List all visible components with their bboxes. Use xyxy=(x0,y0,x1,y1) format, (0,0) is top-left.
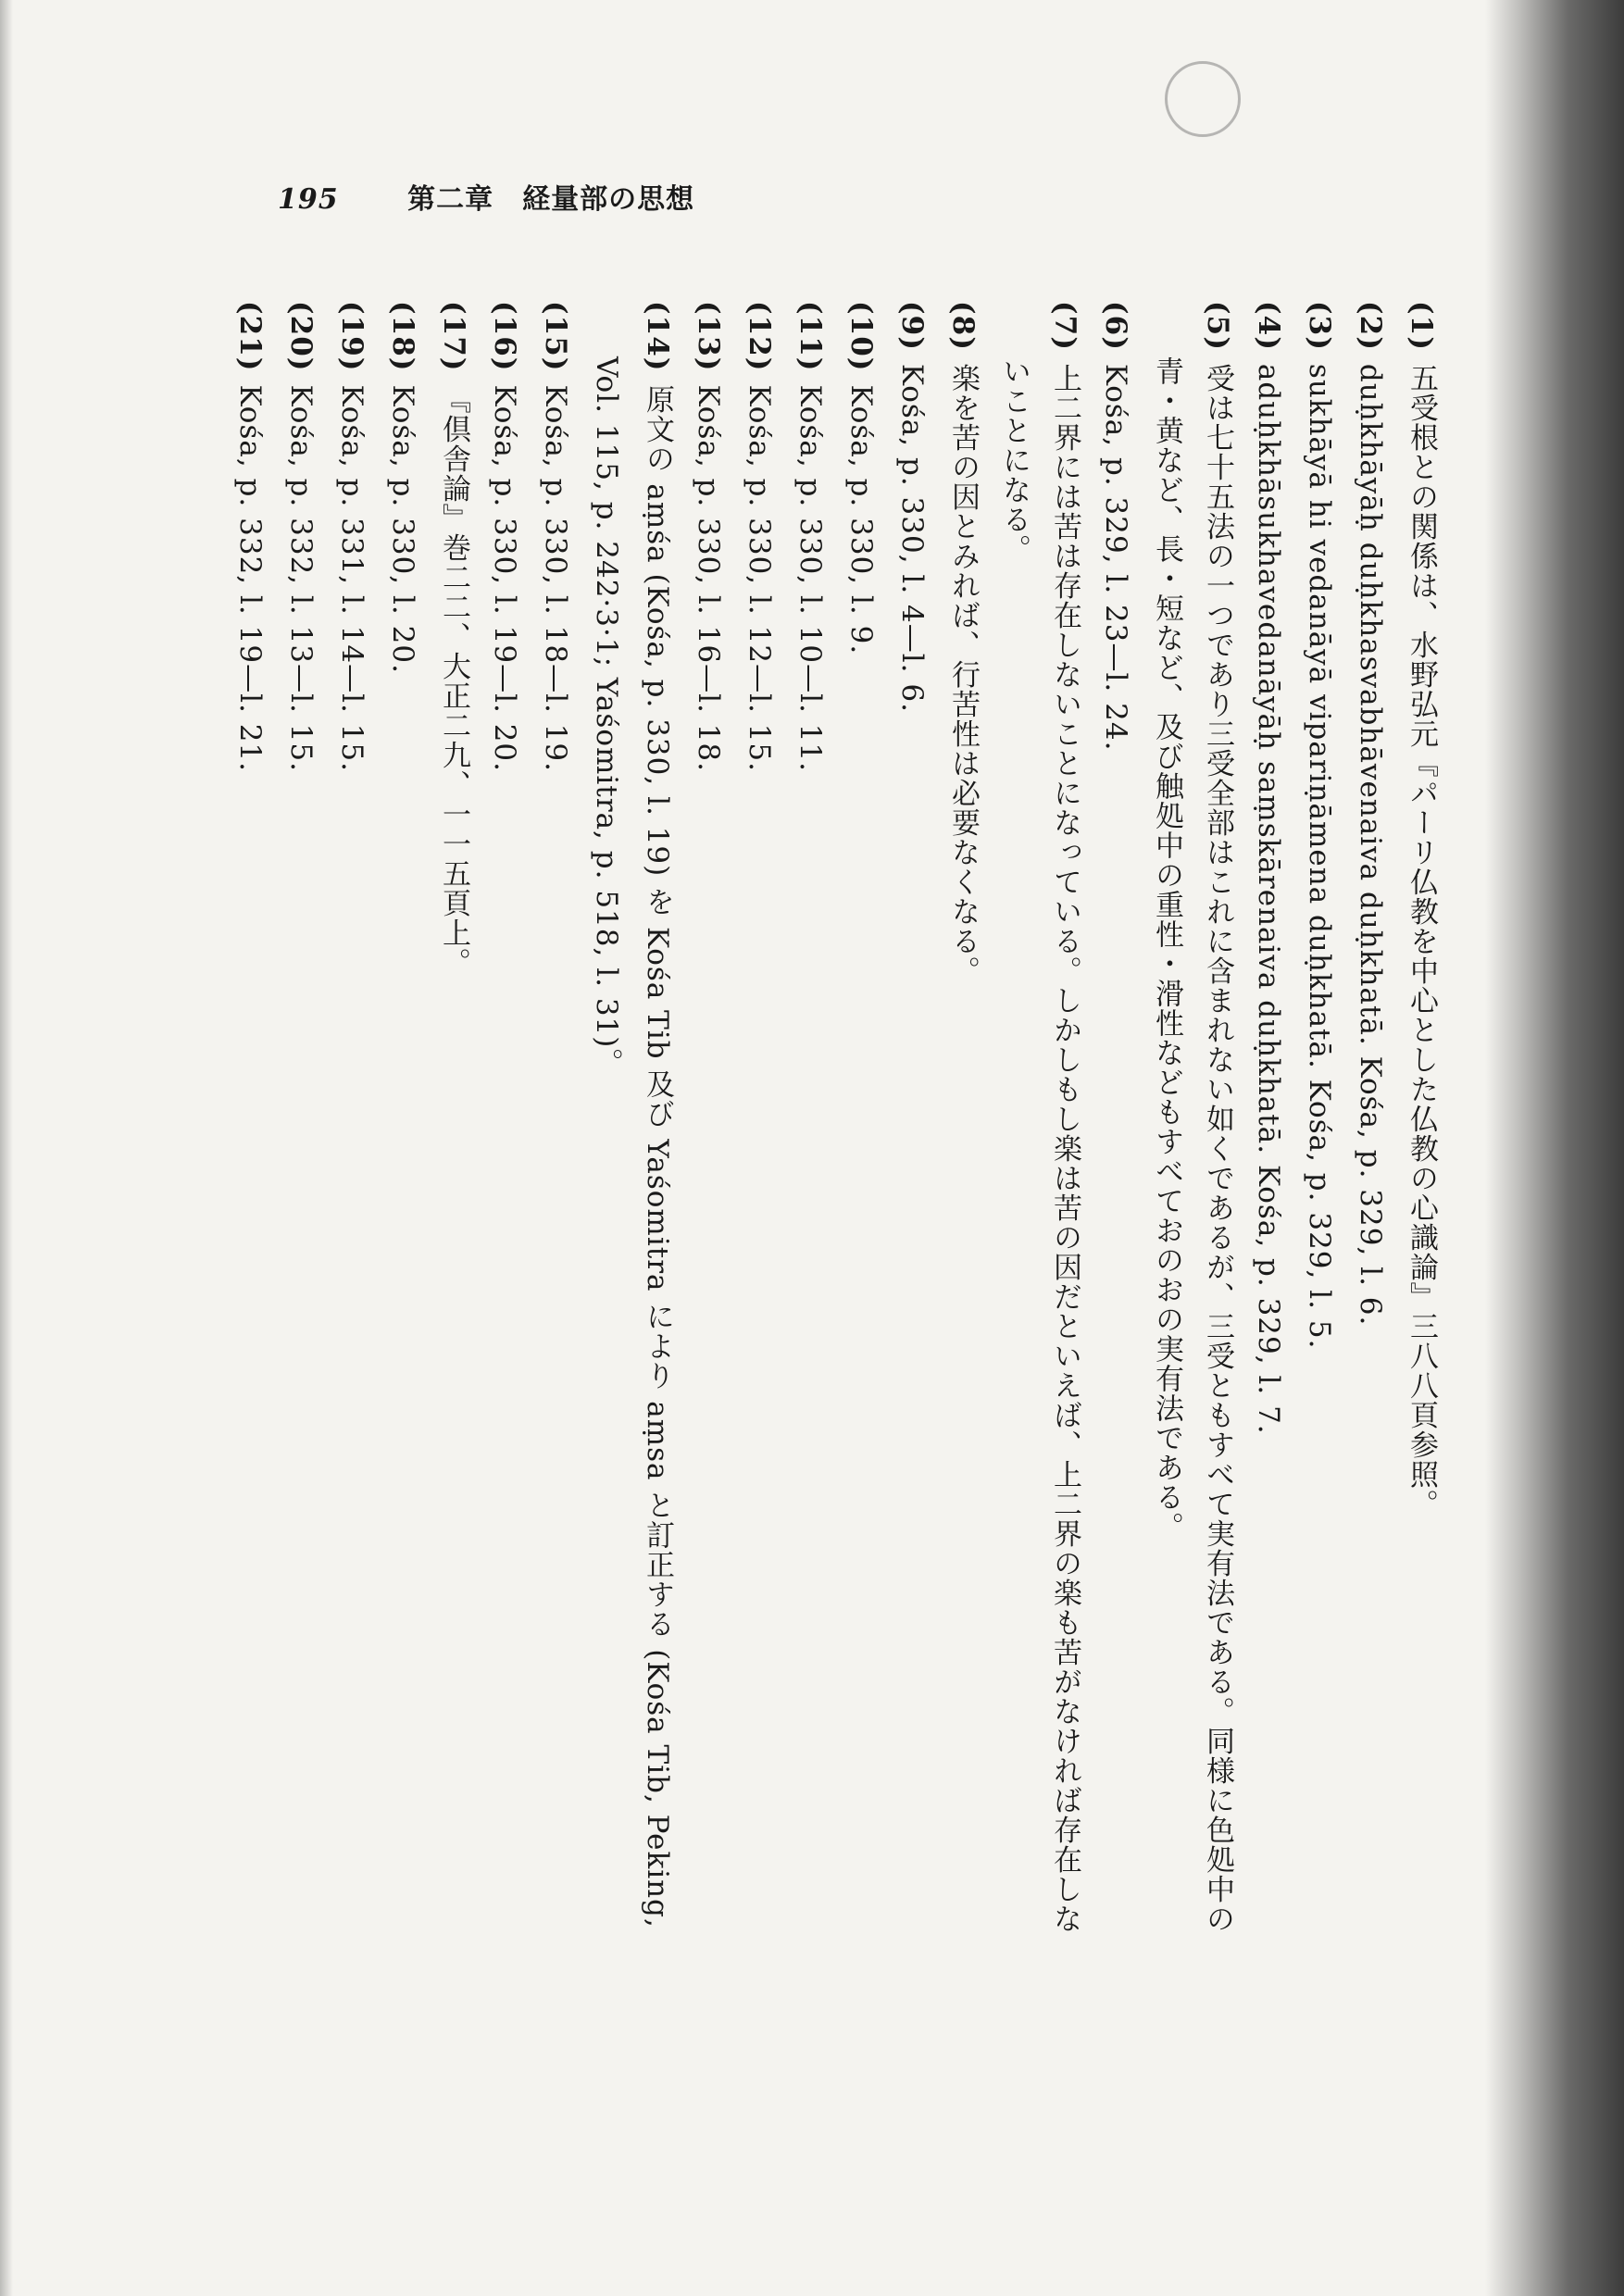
note-text: 楽を苦の因とみれば、行苦性は必要なくなる。 xyxy=(946,363,980,986)
note-20 xyxy=(275,301,326,2060)
note-number: (4) xyxy=(1252,301,1285,351)
page-number: 195 xyxy=(278,183,339,216)
note-number: (13) xyxy=(692,301,725,372)
note-number: (19) xyxy=(335,301,369,372)
note-7 xyxy=(1039,301,1090,2060)
note-text: Kośa, p. 332, l. 13—l. 15. xyxy=(284,384,318,772)
note-number: (6) xyxy=(1099,301,1132,351)
note-13 xyxy=(682,301,733,2060)
note-number: (3) xyxy=(1303,301,1336,351)
note-text: 上二界には苦は存在しないことになっている。しかしもし楽は苦の因だといえば、上二界の楽も苦がなければ存在しな xyxy=(1048,363,1081,1934)
note-8 xyxy=(937,301,988,2060)
note-number: (7) xyxy=(1048,301,1081,351)
note-text: Kośa, p. 331, l. 14—l. 15. xyxy=(335,384,369,772)
note-text: Kośa, p. 330, l. 20. xyxy=(386,384,419,674)
endnotes xyxy=(233,301,1446,2060)
note-text: Kośa, p. 330, l. 19—l. 20. xyxy=(488,384,521,772)
note-text: duḥkhāyāḥ duḥkhasvabhāvenaiva duḥkhatā. Kośa, p. 329, l. 6. xyxy=(1354,363,1387,1327)
note-number: (5) xyxy=(1201,301,1234,351)
note-text: Kośa, p. 330, l. 12—l. 15. xyxy=(743,384,776,772)
note-7-continuation: いことになる。 xyxy=(997,356,1031,564)
note-15 xyxy=(530,301,581,2060)
note-number: (10) xyxy=(844,301,878,372)
note-text: sukhāyā hi vedanāyā vipariṇāmena duḥkhatā. Kośa, p. 329, l. 5. xyxy=(1303,363,1336,1350)
note-number: (18) xyxy=(386,301,419,372)
scan-binding-shadow xyxy=(1485,0,1624,2296)
note-number: (14) xyxy=(641,301,674,372)
scan-left-edge xyxy=(0,0,13,2296)
note-text: Kośa, p. 330, l. 18—l. 19. xyxy=(539,384,572,772)
note-text: 『倶舎論』巻二二、大正二九、一一五頁上。 xyxy=(437,384,470,978)
note-19 xyxy=(326,301,377,2060)
note-number: (12) xyxy=(743,301,776,372)
chapter-title: 第二章 経量部の思想 xyxy=(407,183,695,216)
note-text: 受は七十五法の一つであり三受全部はこれに含まれない如くであるが、三受ともすべて実有法である。同様に色処中の xyxy=(1201,363,1234,1934)
note-2 xyxy=(1344,301,1395,2060)
note-number: (8) xyxy=(946,301,980,351)
note-text: 原文の aṃśa (Kośa, p. 330, l. 19) を Kośa Tib 及び Yaśomitra により aṃsa と訂正する (Kośa Tib, Peking, xyxy=(641,384,674,1928)
punch-hole-mark xyxy=(1165,61,1241,137)
note-text: Kośa, p. 329, l. 23—l. 24. xyxy=(1099,363,1132,752)
note-1 xyxy=(1395,301,1446,2060)
note-11 xyxy=(784,301,835,2060)
note-9 xyxy=(886,301,937,2060)
note-number: (2) xyxy=(1354,301,1387,351)
note-14 xyxy=(631,301,682,2060)
note-number: (1) xyxy=(1405,301,1438,351)
note-4 xyxy=(1243,301,1293,2060)
note-number: (17) xyxy=(437,301,470,372)
note-3 xyxy=(1293,301,1344,2060)
note-text: Kośa, p. 330, l. 9. xyxy=(844,384,878,655)
running-header xyxy=(278,176,694,217)
note-number: (9) xyxy=(895,301,929,351)
note-text: 五受根との関係は、水野弘元『パーリ仏教を中心とした仏教の心識論』三八八頁参照。 xyxy=(1405,363,1438,1519)
note-number: (20) xyxy=(284,301,318,372)
note-18 xyxy=(377,301,428,2060)
note-17 xyxy=(428,301,479,2060)
note-number: (11) xyxy=(793,301,827,372)
note-text: aduḥkhāsukhavedanāyāḥ saṃskārenaiva duḥkhatā. Kośa, p. 329, l. 7. xyxy=(1252,363,1285,1435)
note-text: Kośa, p. 330, l. 4—l. 6. xyxy=(895,363,929,713)
note-5-continuation: 青・黄など、長・短など、及び触処中の重性・滑性などもすべておのおの実有法である。 xyxy=(1150,356,1183,1541)
note-14-continuation: Vol. 115, p. 242·3·1; Yaśomitra, p. 518, l. 31)。 xyxy=(590,356,623,1079)
note-12 xyxy=(733,301,784,2060)
note-6 xyxy=(1090,301,1141,2060)
note-number: (16) xyxy=(488,301,521,372)
note-5 xyxy=(1192,301,1243,2060)
note-16 xyxy=(479,301,530,2060)
note-21 xyxy=(224,301,275,2060)
note-text: Kośa, p. 330, l. 10—l. 11. xyxy=(793,384,827,772)
note-number: (21) xyxy=(233,301,267,372)
note-number: (15) xyxy=(539,301,572,372)
note-10 xyxy=(835,301,886,2060)
note-text: Kośa, p. 330, l. 16—l. 18. xyxy=(692,384,725,772)
note-text: Kośa, p. 332, l. 19—l. 21. xyxy=(233,384,267,772)
